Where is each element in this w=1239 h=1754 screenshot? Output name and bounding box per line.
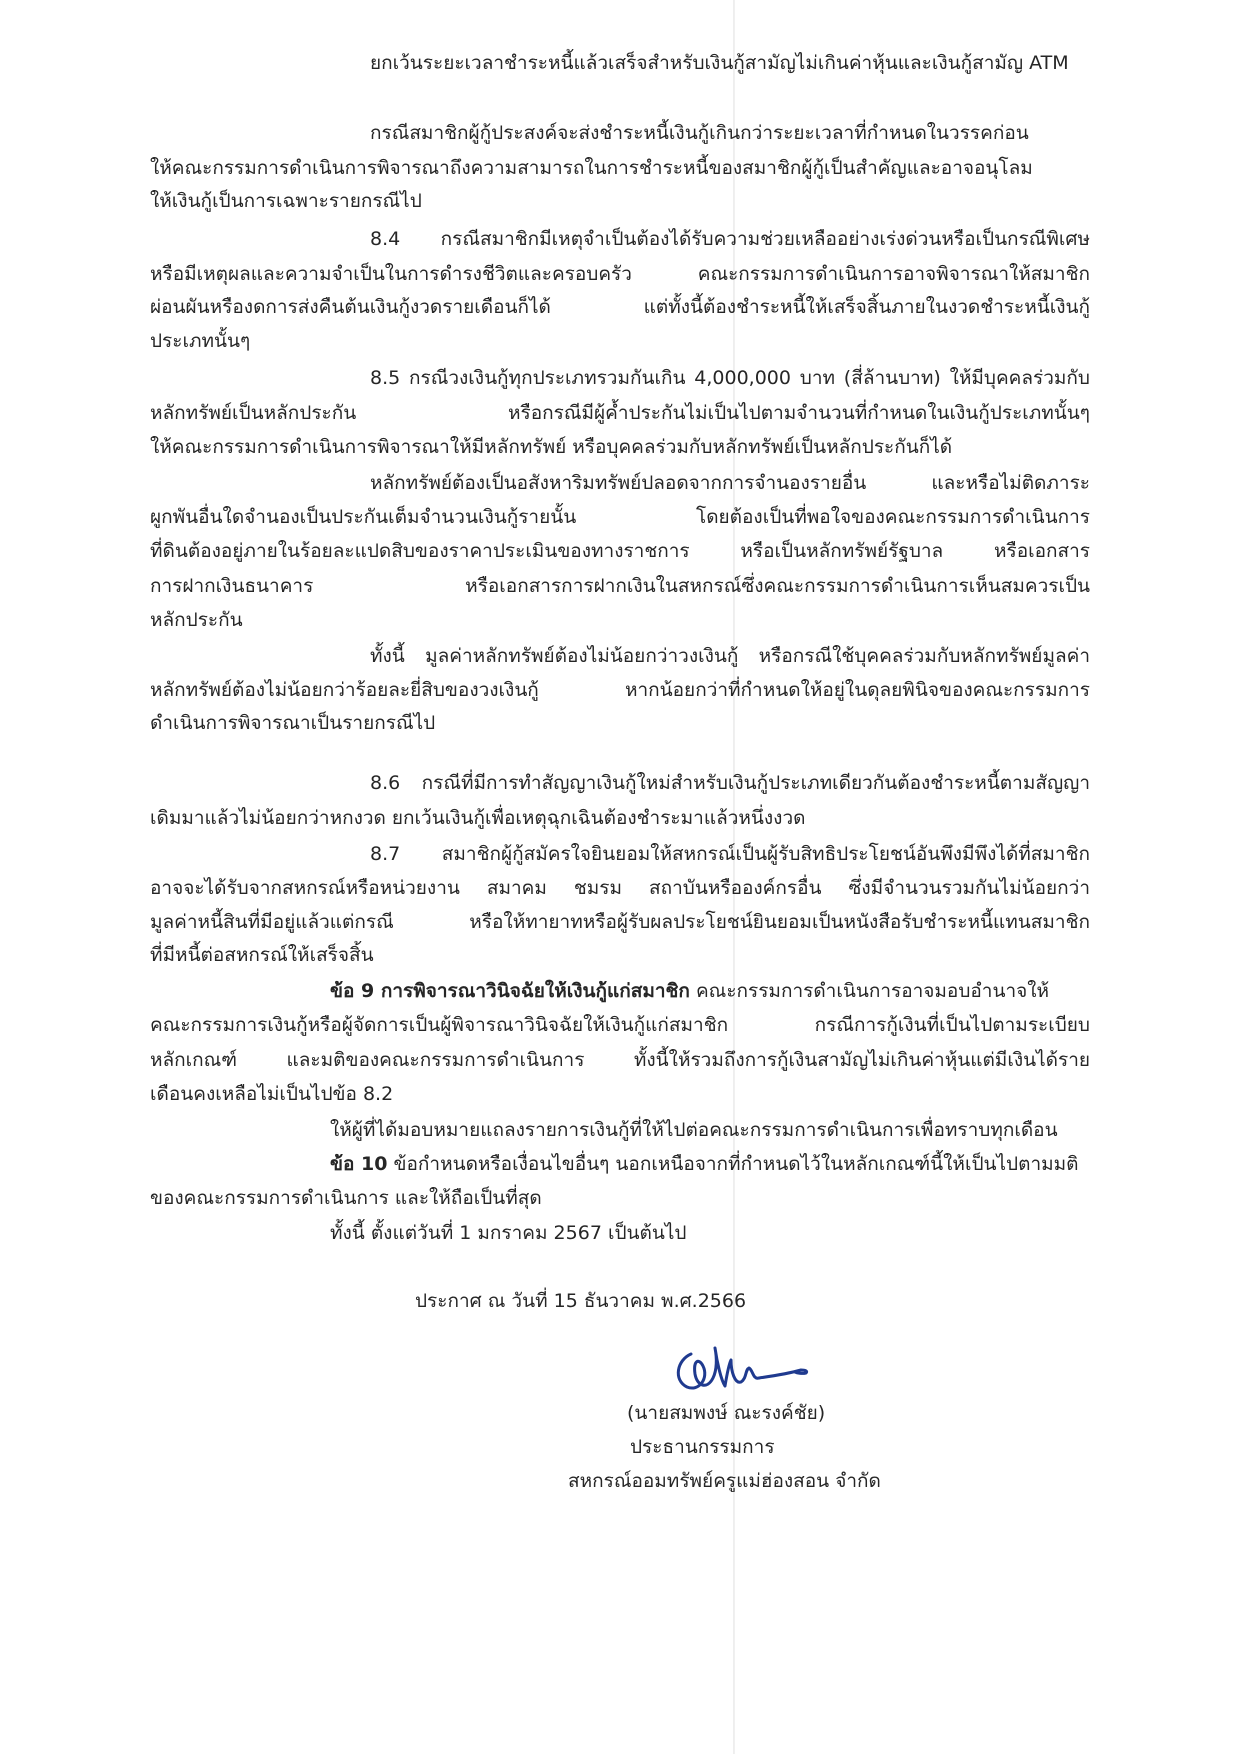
text-line: ให้เงินกู้เป็นการเฉพาะรายกรณีไป (150, 190, 422, 212)
text-line: ประเภทนั้นๆ (150, 330, 251, 352)
signature-image (665, 1330, 815, 1405)
clause-8-4: 8.4 กรณีสมาชิกมีเหตุจำเป็นต้องได้รับความช่วยเหลืออย่างเร่งด่วนหรือเป็นกรณีพิเศษ (370, 228, 1090, 250)
text-line: เดือนคงเหลือไม่เป็นไปข้อ 8.2 (150, 1083, 394, 1105)
text-line: ของคณะกรรมการดำเนินการ และให้ถือเป็นที่สุด (150, 1187, 542, 1209)
text-line: หลักประกัน (150, 609, 243, 631)
text-line: เดิมมาแล้วไม่น้อยกว่าหกงวด ยกเว้นเงินกู้เพื่อเหตุฉุกเฉินต้องชำระมาแล้วหนึ่งงวด (150, 807, 806, 829)
clause-10-rest: ข้อกำหนดหรือเงื่อนไขอื่นๆ นอกเหนือจากที่กำหนดไว้ในหลักเกณฑ์นี้ให้เป็นไปตามมติ (387, 1153, 1079, 1175)
text-line: ผูกพันอื่นใดจำนองเป็นประกันเต็มจำนวนเงินกู้รายนั้น โดยต้องเป็นที่พอใจของคณะกรรมการดำเนินการ (150, 506, 1090, 528)
announcement-date: ประกาศ ณ วันที่ 15 ธันวาคม พ.ศ.2566 (415, 1290, 747, 1312)
text-line: ที่ดินต้องอยู่ภายในร้อยละแปดสิบของราคาประเมินของทางราชการ หรือเป็นหลักทรัพย์รัฐบาล หรือเอกสาร (150, 540, 1090, 562)
text-line: หรือมีเหตุผลและความจำเป็นในการดำรงชีวิตและครอบครัว คณะกรรมการดำเนินการอาจพิจารณาให้สมาชิก (150, 263, 1090, 285)
clause-10-title: ข้อ 10 (330, 1153, 388, 1175)
signer-organization: สหกรณ์ออมทรัพย์ครูแม่ฮ่องสอน จำกัด (568, 1470, 881, 1492)
text-line: ผ่อนผันหรืองดการส่งคืนต้นเงินกู้งวดรายเดือนก็ได้ แต่ทั้งนี้ต้องชำระหนี้ให้เสร็จสิ้นภายในงวดชำระหนี้เงินกู้ (150, 296, 1090, 318)
report-line: ให้ผู้ที่ได้มอบหมายแถลงรายการเงินกู้ที่ให้ไปต่อคณะกรรมการดำเนินการเพื่อทราบทุกเดือน (330, 1119, 1058, 1141)
text-line: การฝากเงินธนาคาร หรือเอกสารการฝากเงินในสหกรณ์ซึ่งคณะกรรมการดำเนินการเห็นสมควรเป็น (150, 575, 1090, 597)
text-line: หลักทรัพย์ต้องเป็นอสังหาริมทรัพย์ปลอดจากการจำนองรายอื่น และหรือไม่ติดภาระ (370, 472, 1090, 494)
effective-date: ทั้งนี้ ตั้งแต่วันที่ 1 มกราคม 2567 เป็นต้นไป (330, 1222, 687, 1244)
text-line: มูลค่าหนี้สินที่มีอยู่แล้วแต่กรณี หรือให้ทายาทหรือผู้รับผลประโยชน์ยินยอมเป็นหนังสือรับชำระหนี้แทนสมาชิก (150, 911, 1090, 933)
text-line: ที่มีหนี้ต่อสหกรณ์ให้เสร็จสิ้น (150, 944, 374, 966)
text-line: หลักเกณฑ์ และมติของคณะกรรมการดำเนินการ ทั้งนี้ให้รวมถึงการกู้เงินสามัญไม่เกินค่าหุ้นแต่มีเงินได้ราย (150, 1049, 1090, 1071)
text-line: ทั้งนี้ มูลค่าหลักทรัพย์ต้องไม่น้อยกว่าวงเงินกู้ หรือกรณีใช้บุคคลร่วมกับหลักทรัพย์มูลค่า (370, 645, 1090, 667)
text-line: อาจจะได้รับจากสหกรณ์หรือหน่วยงาน สมาคม ชมรม สถาบันหรือองค์กรอื่น ซึ่งมีจำนวนรวมกันไม่น้อยกว่า (150, 877, 1090, 899)
clause-8-6: 8.6 กรณีที่มีการทำสัญญาเงินกู้ใหม่สำหรับเงินกู้ประเภทเดียวกันต้องชำระหนี้ตามสัญญา (370, 772, 1090, 794)
clause-9-title: ข้อ 9 การพิจารณาวินิจฉัยให้เงินกู้แก่สมาชิก (330, 980, 690, 1002)
signer-name: (นายสมพงษ์ ณะรงค์ชัย) (627, 1402, 826, 1424)
text-line: ให้คณะกรรมการดำเนินการพิจารณาให้มีหลักทรัพย์ หรือบุคคลร่วมกับหลักทรัพย์เป็นหลักประกันก็ได้ (150, 436, 953, 458)
clause-8-7: 8.7 สมาชิกผู้กู้สมัครใจยินยอมให้สหกรณ์เป็นผู้รับสิทธิประโยชน์อันพึงมีพึงได้ที่สมาชิก (370, 843, 1090, 865)
text-line: กรณีสมาชิกผู้กู้ประสงค์จะส่งชำระหนี้เงินกู้เกินกว่าระยะเวลาที่กำหนดในวรรคก่อน (370, 122, 1029, 144)
text-line: หลักทรัพย์ต้องไม่น้อยกว่าร้อยละยี่สิบของวงเงินกู้ หากน้อยกว่าที่กำหนดให้อยู่ในดุลยพินิจของคณะกรรมการ (150, 679, 1090, 701)
signer-title: ประธานกรรมการ (630, 1436, 775, 1458)
clause-9-heading-line (330, 978, 1049, 1004)
text-line: คณะกรรมการเงินกู้หรือผู้จัดการเป็นผู้พิจารณาวินิจฉัยให้เงินกู้แก่สมาชิก กรณีการกู้เงินที่เป็นไปตามระเบียบ (150, 1014, 1090, 1036)
clause-9-rest: คณะกรรมการดำเนินการอาจมอบอำนาจให้ (689, 980, 1050, 1002)
text-line: ดำเนินการพิจารณาเป็นรายกรณีไป (150, 712, 436, 734)
text-line: ให้คณะกรรมการดำเนินการพิจารณาถึงความสามารถในการชำระหนี้ของสมาชิกผู้กู้เป็นสำคัญและอาจอนุโลม (150, 157, 1033, 179)
text-line: ยกเว้นระยะเวลาชำระหนี้แล้วเสร็จสำหรับเงินกู้สามัญไม่เกินค่าหุ้นและเงินกู้สามัญ ATM (370, 52, 1069, 74)
text-line: หลักทรัพย์เป็นหลักประกัน หรือกรณีมีผู้ค้ำประกันไม่เป็นไปตามจำนวนที่กำหนดในเงินกู้ประเภทนั้นๆ (150, 402, 1090, 424)
clause-8-5: 8.5 กรณีวงเงินกู้ทุกประเภทรวมกันเกิน 4,000,000 บาท (สี่ล้านบาท) ให้มีบุคคลร่วมกับ (370, 367, 1090, 389)
clause-10-heading-line (330, 1151, 1079, 1177)
